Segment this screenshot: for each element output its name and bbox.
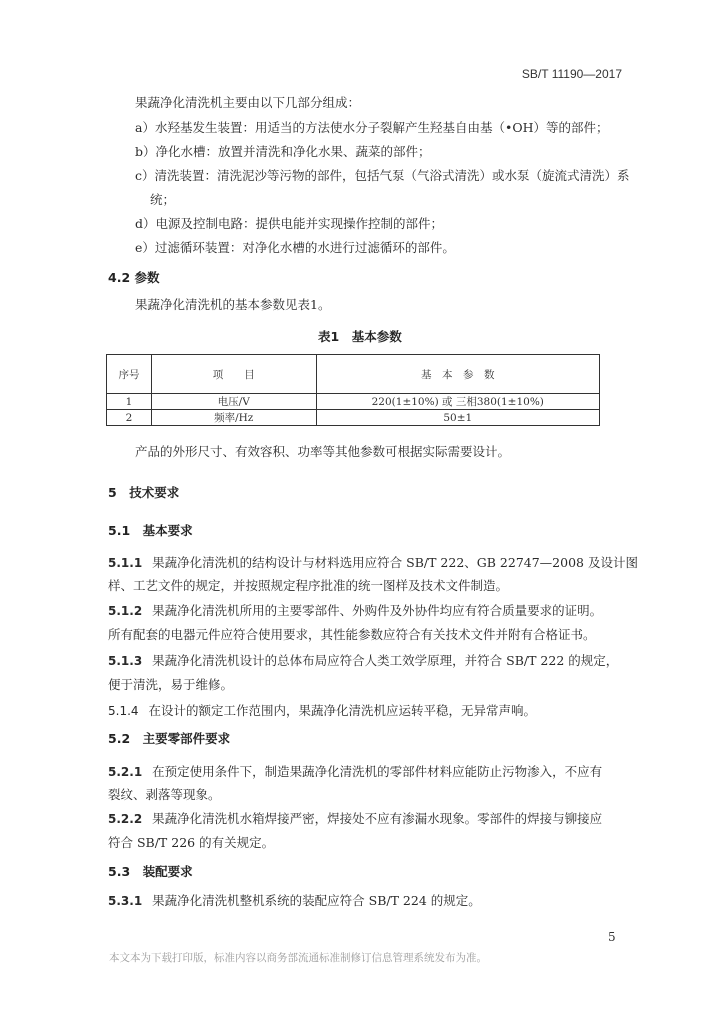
cell-item: 电压/V [151,394,316,410]
clause-text: 在设计的额定工作范围内，果蔬净化清洗机应运转平稳，无异常声响。 [148,703,537,718]
table-title: 表1 基本参数 [318,329,402,344]
clause-5-1-3 [108,653,618,669]
component-item-c-cont: 统； [150,192,176,207]
clause-5-2-1 [108,764,602,780]
clause-text: 果蔬净化清洗机水箱焊接严密，焊接处不应有渗漏水现象。零部件的焊接与铆接应 [152,811,603,826]
page-number: 5 [608,930,616,944]
clause-5-3-1 [108,893,481,909]
clause-5-2-1-cont: 裂纹、剥落等现象。 [108,787,221,802]
parameters-table [106,354,600,426]
component-item-c: c）清洗装置：清洗泥沙等污物的部件，包括气泵（气浴式清洗）或水泵（旋流式清洗）系 [135,168,630,183]
parameters-note: 产品的外形尺寸、有效容积、功率等其他参数可根据实际需要设计。 [135,444,511,459]
clause-5-1-2-cont: 所有配套的电器元件应符合使用要求，其性能参数应符合有关技术文件并附有合格证书。 [108,627,596,642]
clause-number: 5.1.4 [108,704,139,718]
clause-5-2-2-cont: 符合 SB/T 226 的有关规定。 [108,835,275,850]
cell-value: 50±1 [316,410,599,426]
cell-value: 220(1±10%) 或 三相380(1±10%) [316,394,599,410]
component-item-a: a）水羟基发生装置：用适当的方法使水分子裂解产生羟基自由基（•OH）等的部件； [135,120,609,135]
header-value: 基 本 参 数 [316,355,599,394]
component-item-b: b）净化水槽：放置并清洗和净化水果、蔬菜的部件； [135,144,431,159]
table-row [107,394,600,410]
component-item-d: d）电源及控制电路：提供电能并实现操作控制的部件； [135,216,444,231]
clause-number: 5.1.2 [108,604,143,618]
component-item-e: e）过滤循环装置：对净化水槽的水进行过滤循环的部件。 [135,240,455,255]
section-4-2-heading: 4.2 参数 [108,270,160,285]
section-5-2-heading: 5.2 主要零部件要求 [108,731,231,746]
standard-number: SB/T 11190—2017 [521,67,622,81]
cell-seq: 1 [107,394,152,410]
clause-number: 5.1.3 [108,654,143,668]
cell-item: 频率/Hz [151,410,316,426]
clause-5-2-2 [108,811,602,827]
clause-text: 果蔬净化清洗机整机系统的装配应符合 SB/T 224 的规定。 [152,893,481,908]
section-5-heading: 5 技术要求 [108,485,180,500]
header-seq: 序号 [107,355,152,394]
section-5-1-heading: 5.1 基本要求 [108,523,193,538]
cell-seq: 2 [107,410,152,426]
clause-number: 5.2.2 [108,812,143,826]
clause-text: 果蔬净化清洗机所用的主要零部件、外购件及外协件均应有符合质量要求的证明。 [152,603,603,618]
clause-number: 5.2.1 [108,765,143,779]
clause-text: 在预定使用条件下，制造果蔬净化清洗机的零部件材料应能防止污物渗入，不应有 [152,764,603,779]
components-intro: 果蔬净化清洗机主要由以下几部分组成： [135,95,361,110]
clause-5-1-1 [108,555,638,571]
clause-text: 果蔬净化清洗机设计的总体布局应符合人类工效学原理，并符合 SB/T 222 的规定， [152,653,619,668]
clause-text: 果蔬净化清洗机的结构设计与材料选用应符合 SB/T 222、GB 22747—2008 及设计图 [152,555,638,570]
clause-number: 5.3.1 [108,894,143,908]
section-5-3-heading: 5.3 装配要求 [108,864,193,879]
download-notice: 本文本为下载打印版，标准内容以商务部流通标准制修订信息管理系统发布为准。 [109,952,487,964]
clause-5-1-2 [108,603,602,619]
parameters-intro: 果蔬净化清洗机的基本参数见表1。 [135,297,331,312]
clause-5-1-1-cont: 样、工艺文件的规定，并按照规定程序批准的统一图样及技术文件制造。 [108,578,509,593]
table-header-row [107,355,600,394]
clause-5-1-3-cont: 便于清洗，易于维修。 [108,677,234,692]
clause-5-1-4 [108,703,536,719]
header-item: 项 目 [151,355,316,394]
table-row [107,410,600,426]
clause-number: 5.1.1 [108,556,143,570]
